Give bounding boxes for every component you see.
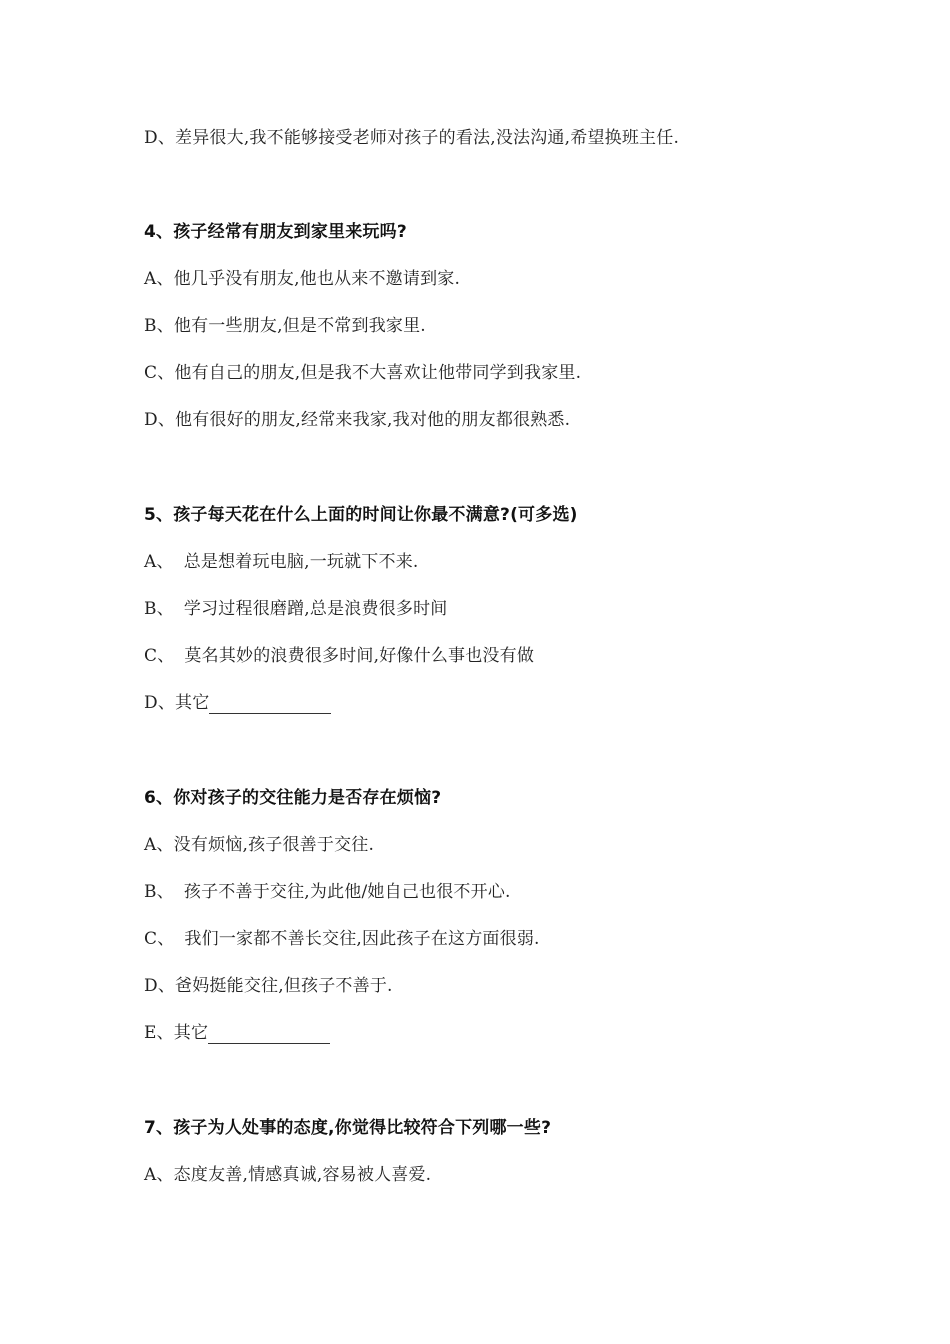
q5-option-b bbox=[144, 598, 448, 620]
q5-option-b-prefix: B、 bbox=[144, 599, 174, 619]
q6-option-c-text: 我们一家都不善长交往,因此孩子在这方面很弱. bbox=[184, 929, 540, 949]
q5-option-d-prefix: D、其它 bbox=[144, 693, 210, 713]
q5-option-c-text: 莫名其妙的浪费很多时间,好像什么事也没有做 bbox=[184, 646, 535, 666]
q5-option-d bbox=[144, 692, 331, 714]
q6-option-b bbox=[144, 881, 511, 903]
q5-other-blank-line[interactable] bbox=[209, 697, 331, 714]
q5-option-b-text: 学习过程很磨蹭,总是浪费很多时间 bbox=[183, 599, 448, 619]
q6-option-b-text: 孩子不善于交往,为此他/她自己也很不开心. bbox=[183, 882, 511, 902]
q5-option-a-prefix: A、 bbox=[144, 552, 174, 572]
q6-option-c bbox=[144, 928, 540, 950]
q6-option-a-text: A、没有烦恼,孩子很善于交往. bbox=[144, 835, 375, 855]
q6-question: 6、你对孩子的交往能力是否存在烦恼? bbox=[144, 788, 442, 808]
q6-option-c-prefix: C、 bbox=[144, 929, 175, 949]
q4-question: 4、孩子经常有朋友到家里来玩吗? bbox=[144, 222, 407, 242]
q6-option-d bbox=[144, 975, 393, 997]
q7-question: 7、孩子为人处事的态度,你觉得比较符合下列哪一些? bbox=[144, 1118, 552, 1138]
q6-other-blank-line[interactable] bbox=[208, 1027, 330, 1044]
q5-option-c bbox=[144, 645, 534, 667]
q6-option-b-prefix: B、 bbox=[144, 882, 174, 902]
q6-option-e-prefix: E、其它 bbox=[144, 1023, 209, 1043]
q6-option-d-text: D、爸妈挺能交往,但孩子不善于. bbox=[144, 976, 393, 996]
q5-option-a bbox=[144, 551, 419, 573]
q5-question: 5、孩子每天花在什么上面的时间让你最不满意?(可多选) bbox=[144, 505, 578, 525]
q6-option-e bbox=[144, 1022, 330, 1044]
q4-option-d: D、他有很好的朋友,经常来我家,我对他的朋友都很熟悉. bbox=[144, 410, 571, 430]
q3-option-d: D、差异很大,我不能够接受老师对孩子的看法,没法沟通,希望换班主任. bbox=[144, 128, 680, 148]
q5-option-a-text: 总是想着玩电脑,一玩就下不来. bbox=[183, 552, 419, 572]
q4-option-b: B、他有一些朋友,但是不常到我家里. bbox=[144, 316, 426, 336]
q6-option-a bbox=[144, 834, 374, 856]
q7-option-a: A、态度友善,情感真诚,容易被人喜爱. bbox=[144, 1165, 432, 1185]
q4-option-a: A、他几乎没有朋友,他也从来不邀请到家. bbox=[144, 269, 461, 289]
q4-option-c: C、他有自己的朋友,但是我不大喜欢让他带同学到我家里. bbox=[144, 363, 582, 383]
q5-option-c-prefix: C、 bbox=[144, 646, 175, 666]
